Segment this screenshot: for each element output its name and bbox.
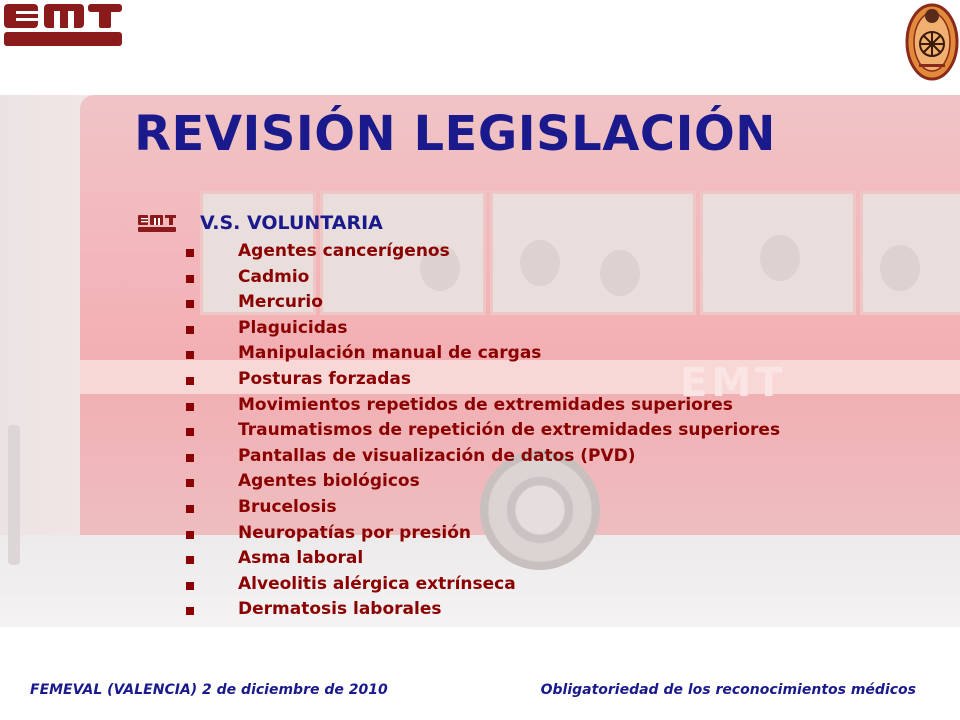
emt-mini-logo-icon	[137, 214, 177, 234]
section-label: V.S. VOLUNTARIA	[200, 212, 383, 234]
square-bullet-icon	[186, 454, 194, 462]
square-bullet-icon	[186, 479, 194, 487]
square-bullet-icon	[186, 326, 194, 334]
emt-logo	[2, 2, 124, 48]
square-bullet-icon	[186, 531, 194, 539]
background-photo: EMT	[0, 95, 960, 627]
square-bullet-icon	[186, 377, 194, 385]
square-bullet-icon	[186, 505, 194, 513]
square-bullet-icon	[186, 351, 194, 359]
square-bullet-icon	[186, 428, 194, 436]
square-bullet-icon	[186, 403, 194, 411]
square-bullet-icon	[186, 582, 194, 590]
square-bullet-icon	[186, 556, 194, 564]
page-title: REVISIÓN LEGISLACIÓN	[134, 106, 776, 162]
footer-event: FEMEVAL (VALENCIA) 2 de diciembre de 2010	[30, 682, 388, 698]
square-bullet-icon	[186, 249, 194, 257]
square-bullet-icon	[186, 607, 194, 615]
square-bullet-icon	[186, 300, 194, 308]
footer-topic: Obligatoriedad de los reconocimientos médicos	[540, 682, 916, 698]
square-bullet-icon	[186, 275, 194, 283]
seal-emblem	[905, 2, 959, 82]
